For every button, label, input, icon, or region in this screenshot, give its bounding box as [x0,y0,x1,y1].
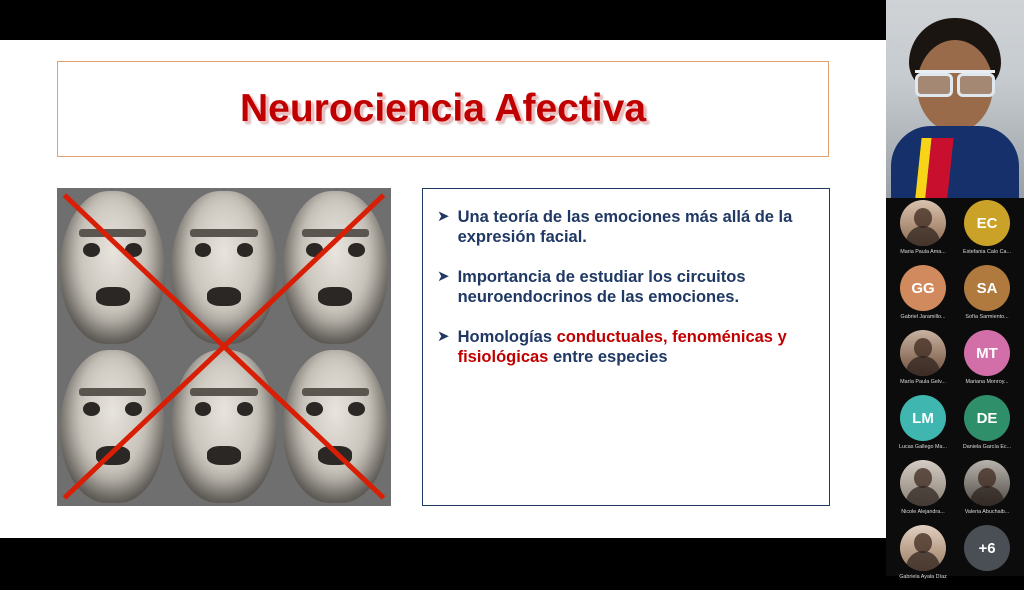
avatar-initials: GG [911,279,935,297]
participant-tile[interactable] [897,525,949,580]
avatar [964,525,1010,571]
list-item [437,267,815,307]
overflow-count: +6 [978,539,996,557]
avatar-initials: LM [912,409,934,427]
participant-tile[interactable] [961,200,1013,255]
bullet-text-part: entre especies [548,348,668,366]
bullet-list-box [422,188,830,506]
bullet-text: Una teoría de las emociones más allá de la expresión facial. [457,208,793,246]
avatar [900,330,946,376]
participant-name: Sofía Sarmiento... [965,314,1009,320]
masks-image [57,188,391,506]
mask-face [60,350,165,503]
avatar-initials: DE [976,409,998,427]
avatar-initials: MT [976,344,998,362]
chevron-right-icon: ➤ [437,208,450,225]
bullet-text-highlight: conductuales, fenoménicas y fisiológicas [457,328,787,366]
bullet-text: Importancia de estudiar los circuitos neuroendocrinos de las emociones. [457,268,746,306]
participant-tile[interactable] [961,395,1013,450]
list-item [437,207,815,247]
participant-tile[interactable] [961,460,1013,515]
participant-tile[interactable] [897,200,949,255]
participant-tile[interactable] [961,330,1013,385]
participant-row [886,200,1024,255]
participant-tile[interactable] [961,265,1013,320]
participant-name: Lucas Gallego Ma... [899,444,947,450]
mask-face [171,191,276,344]
avatar [964,395,1010,441]
participant-name: Maria Paula Ama... [900,249,946,255]
chevron-right-icon: ➤ [437,328,450,345]
self-video-tile[interactable] [886,0,1024,198]
list-item [437,327,815,367]
avatar [900,395,946,441]
participant-row [886,460,1024,515]
participant-name: Mariana Monroy... [965,379,1009,385]
participant-row [886,330,1024,385]
participant-row [886,395,1024,450]
avatar [964,200,1010,246]
mask-face [283,350,388,503]
participant-overflow-tile[interactable] [961,525,1013,580]
chevron-right-icon: ➤ [437,268,450,285]
bullet-text [458,327,815,367]
participant-name: Estefania Calo Ca... [963,249,1011,255]
glasses-icon [915,70,995,93]
avatar [900,460,946,506]
bullet-text-part: Homologías [457,328,557,346]
mask-face [60,191,165,344]
avatar [900,525,946,571]
mask-face [283,191,388,344]
participant-tile[interactable] [897,395,949,450]
participant-tile[interactable] [897,265,949,320]
participant-name: María Paula Gelv... [900,379,946,385]
participant-name: Gabriela Ayala Díaz [899,574,947,580]
participant-name: Nicole Alejandra... [901,509,945,515]
avatar-initials: EC [976,214,998,232]
avatar [900,200,946,246]
participant-grid [886,200,1024,590]
participant-strip [886,0,1024,580]
avatar [964,265,1010,311]
participant-name: Valeria Abuchaib... [964,509,1010,515]
avatar-initials: SA [976,279,998,297]
participant-row [886,525,1024,580]
slide-title-box [57,61,829,157]
presentation-slide [0,40,886,538]
page-title: Neurociencia Afectiva [239,87,647,130]
participant-name: Gabriel Jaramillo... [900,314,946,320]
avatar [964,460,1010,506]
avatar [964,330,1010,376]
participant-tile[interactable] [897,330,949,385]
participant-name: Daniela García Ec... [962,444,1012,450]
participant-row [886,265,1024,320]
mask-face [171,350,276,503]
avatar [900,265,946,311]
participant-tile[interactable] [897,460,949,515]
